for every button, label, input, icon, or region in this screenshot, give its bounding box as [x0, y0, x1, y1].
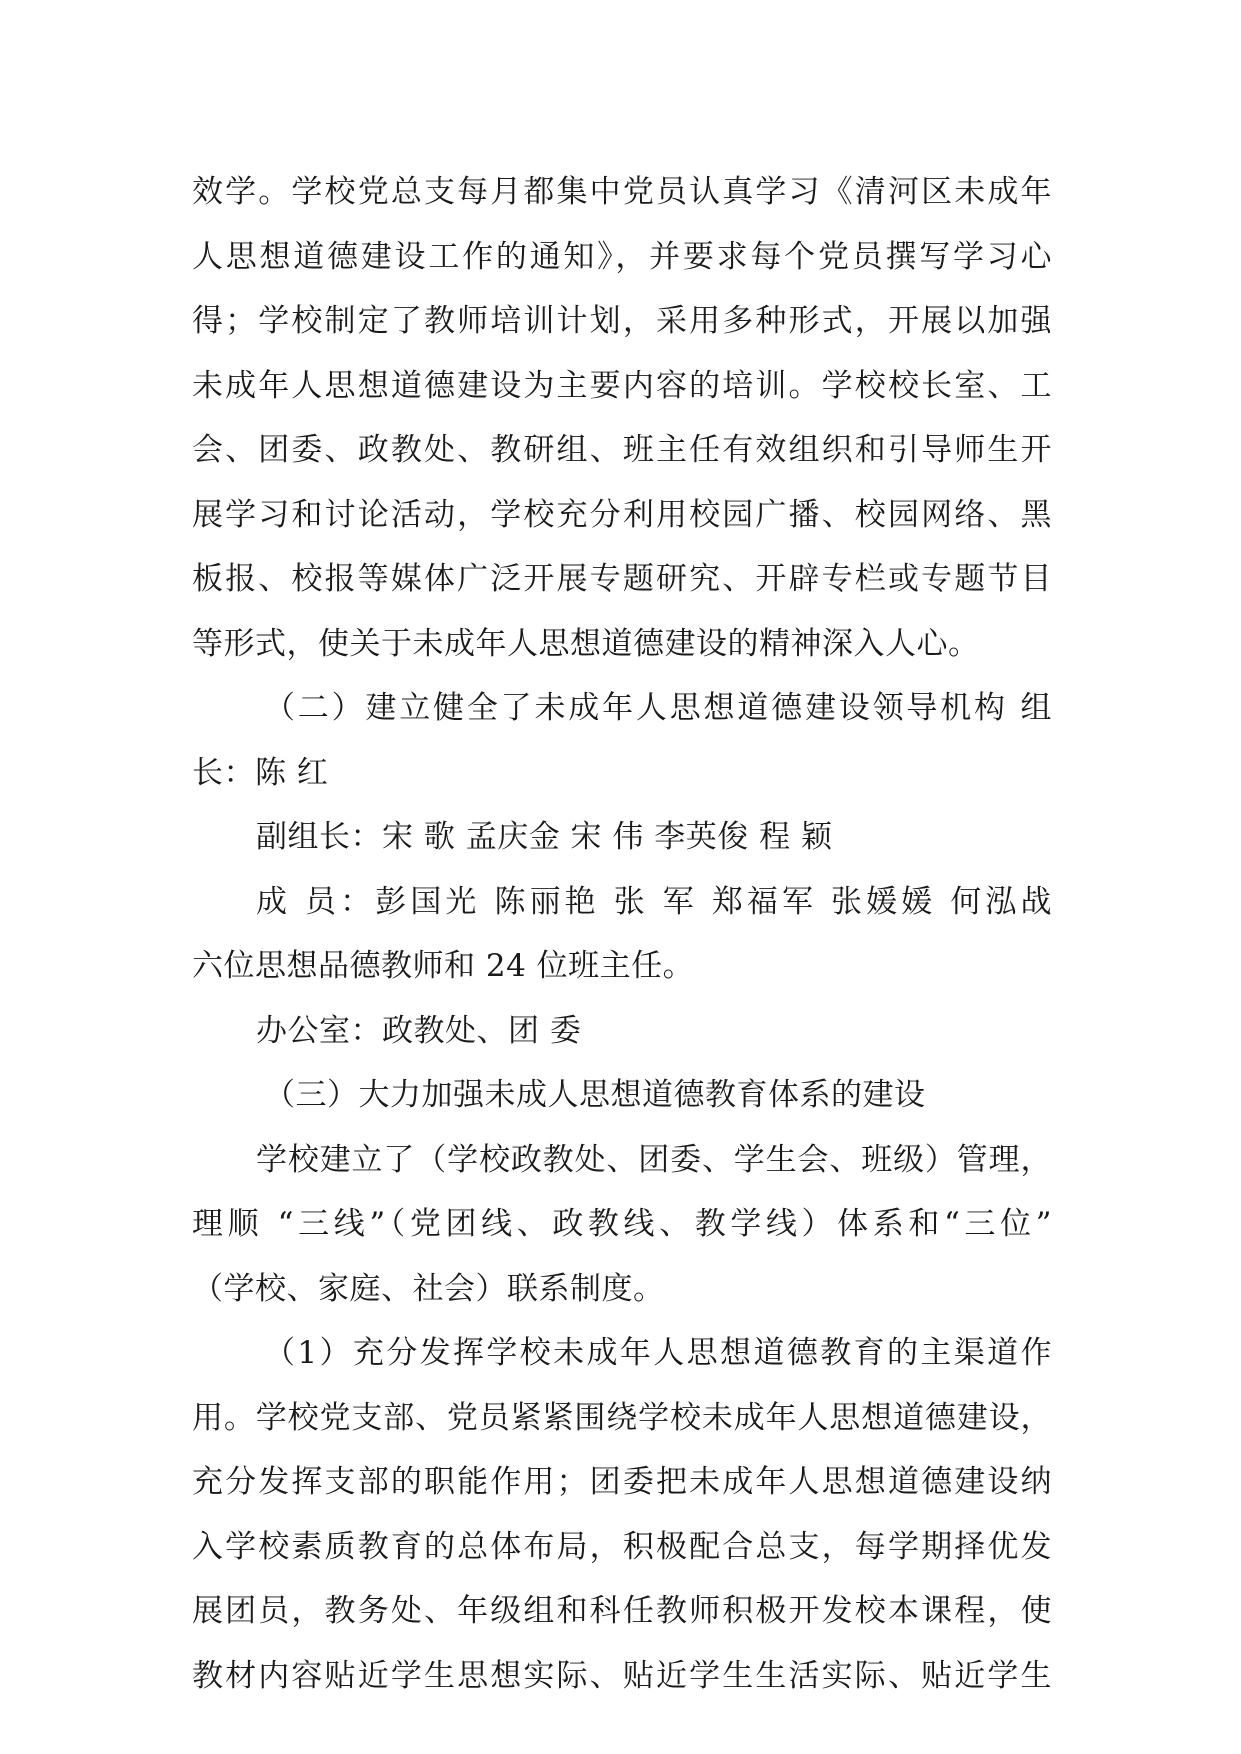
text-line: 等形式，使关于未成年人思想道德建设的精神深入人心。 [192, 625, 980, 662]
text-line: 用。学校党支部、党员紧紧围绕学校未成年人思想道德建设， [192, 1399, 1052, 1436]
text-line: （学校、家庭、社会）联系制度。 [192, 1270, 665, 1307]
text-line: 得；学校制定了教师培训计划，采用多种形式，开展以加强 [192, 303, 1052, 339]
text-line: 办公室：政教处、团 委 [256, 1012, 582, 1049]
section-heading: （1）充分发挥学校未成年人思想道德教育的主渠道作 [264, 1335, 1052, 1371]
text-line: 充分发挥支部的职能作用；团委把未成年人思想道德建设纳 [192, 1464, 1052, 1500]
text-line: 人思想道德建设工作的通知》，并要求每个党员撰写学习心 [192, 238, 1052, 275]
text-line: 六位思想品德教师和 24 位班主任。 [192, 948, 695, 984]
text-line: 会、团委、政教处、教研组、班主任有效组织和引导师生开 [192, 432, 1052, 468]
text-line: 板报、校报等媒体广泛开展专题研究、开辟专栏或专题节目 [192, 561, 1052, 597]
document-page [192, 160, 1052, 1708]
text-line: 成 员：彭国光 陈丽艳 张 军 郑福军 张媛媛 何泓战 [256, 883, 1052, 920]
text-line: 学校建立了（学校政教处、团委、学生会、班级）管理， [256, 1141, 1052, 1178]
text-line: 长：陈 红 [192, 754, 329, 791]
text-line: 展学习和讨论活动，学校充分利用校园广播、校园网络、黑 [192, 496, 1052, 533]
section-heading: （二）建立健全了未成年人思想道德建设领导机构 组 [264, 690, 1052, 726]
text-line: 入学校素质教育的总体布局，积极配合总支，每学期择优发 [192, 1528, 1052, 1565]
text-line: 教材内容贴近学生思想实际、贴近学生生活实际、贴近学生 [192, 1657, 1052, 1694]
text-line: 效学。学校党总支每月都集中党员认真学习《清河区未成年 [192, 174, 1052, 210]
section-heading: （三）大力加强未成人思想道德教育体系的建设 [264, 1077, 926, 1113]
text-line: 副组长：宋 歌 孟庆金 宋 伟 李英俊 程 颖 [256, 819, 833, 855]
text-line: 展团员，教务处、年级组和科任教师积极开发校本课程，使 [192, 1593, 1052, 1629]
text-line: 未成年人思想道德建设为主要内容的培训。学校校长室、工 [192, 367, 1052, 404]
text-line: 理顺 “三线”（党团线、政教线、教学线）体系和“三位” [192, 1206, 1052, 1242]
